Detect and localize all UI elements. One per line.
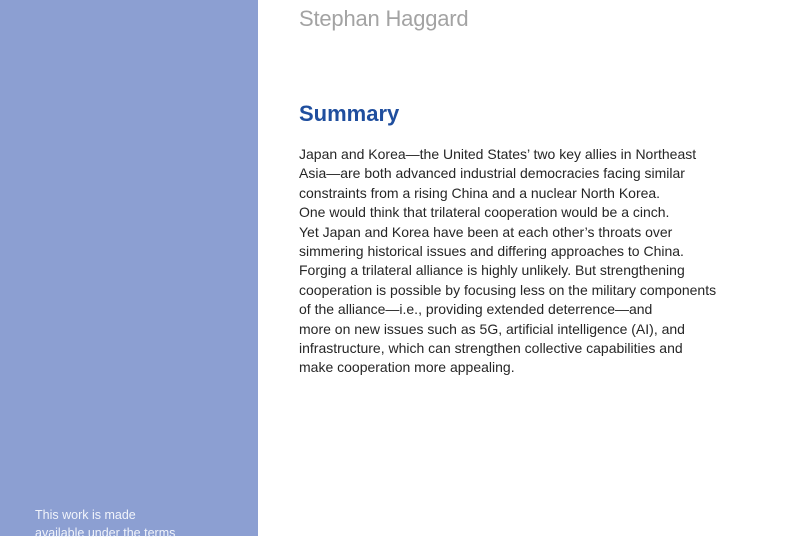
summary-line: One would think that trilateral cooperation would be a cinch. [299, 204, 670, 221]
summary-line: more on new issues such as 5G, artificial intelligence (AI), and [299, 320, 685, 337]
sidebar-panel [0, 0, 258, 540]
license-line: available under the terms [35, 526, 176, 540]
summary-line: Japan and Korea—the United States’ two key allies in Northeast [299, 146, 697, 162]
summary-line: make cooperation more appealing. [299, 359, 515, 376]
summary-line: constraints from a rising China and a nuclear North Korea. [299, 184, 661, 201]
summary-line: Yet Japan and Korea have been at each other’s throats over [299, 223, 673, 240]
summary-line: of the alliance—i.e., providing extended deterrence—and [299, 301, 653, 318]
summary-line: Asia—are both advanced industrial democracies facing similar [299, 165, 685, 182]
license-notice [35, 506, 235, 542]
summary-line: infrastructure, which can strengthen collective capabilities and [299, 340, 683, 357]
summary-heading: Summary [299, 101, 400, 126]
summary-line: Forging a trilateral alliance is highly unlikely. But strengthening [299, 262, 685, 279]
license-line: This work is made [35, 508, 136, 522]
author-name: Stephan Haggard [299, 6, 469, 31]
summary-paragraph [299, 145, 769, 378]
summary-line: simmering historical issues and differing approaches to China. [299, 243, 684, 260]
summary-line: cooperation is possible by focusing less on the military components [299, 281, 717, 298]
